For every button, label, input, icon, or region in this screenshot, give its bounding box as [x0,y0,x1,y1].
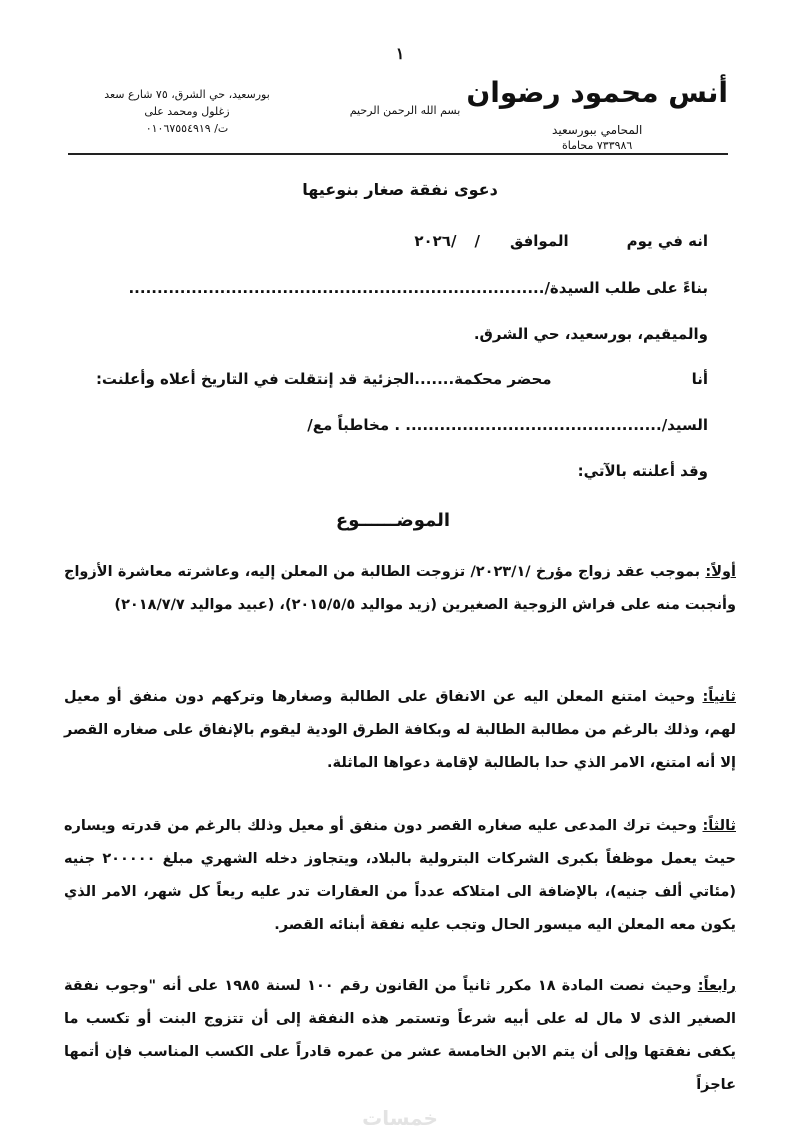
date-label: انه في يوم [626,232,708,250]
header-divider [68,153,728,155]
address-line: بورسعيد، حي الشرق، ٧٥ شارع سعد [104,88,270,101]
paragraph-fourth [64,970,736,1102]
lawyer-name: أنس محمود رضوان [466,76,728,109]
address-line: زغلول ومحمد على [144,105,230,118]
date-year: /٢٠٢٦ [414,232,457,250]
lawyer-title: المحامي ببورسعيد [552,123,643,137]
basmala: بسم الله الرحمن الرحيم [349,104,461,117]
residence-line: والميقيم، بورسعيد، حي الشرق. [473,325,708,343]
announcement-line: وقد أعلنته بالآتي: [577,462,708,480]
section-title: الموضــــــوع [335,510,451,531]
paragraph-text: وحيث ترك المدعى عليه صغاره القصر دون منفق أو معيل وذلك بالرغم من قدرته ويساره حيث يعمل موظفاً بكبرى الشركات البترولية بالبلاد، ويتجاوز دخله الشهري مبلغ ٢٠٠٠٠٠ جنيه (مئاتي ألف جنيه)، بالإضافة الى امتلاكه عدداً من العقارات تدر عليه ريعاً كل شهر، الامر الذي يكون معه المعلن اليه ميسور الحال وتجب عليه نفقة أبنائه القصر. [64,818,736,933]
phone-number: ت/ ٠١٠٦٧٥٥٤٩١٩ [145,122,229,135]
paragraph-label: أولاً: [705,564,736,580]
paragraph-label: رابعاً: [697,978,736,994]
paragraph-second [64,681,736,780]
paragraph-label: ثانياً: [702,689,736,705]
bailiff-line [96,370,708,388]
paragraph-text: وحيث نصت المادة ١٨ مكرر ثانياً من القانون رقم ١٠٠ لسنة ١٩٨٥ على أنه "وجوب نفقة الصغير الذى لا مال له على أبيه شرعاً وتستمر هذه النفقة إلى أن تتزوج البنت أو تكسب ما يكفى نفقتها وإلى أن يتم الابن الخامسة عشر من عمره قادراً على الكسب المناسب فإن أتمها عاجزاً [64,978,736,1093]
request-line: بناءً على طلب السيدة/......................................................................... [128,279,708,297]
ana-label: أنا [691,370,708,388]
watermark: خمسات [362,1106,438,1130]
office-address [82,86,292,137]
paragraph-text: بموجب عقد زواج مؤرخ /٢٠٢٣/١/ تزوجت الطالبة من المعلن إليه، وعاشرته معاشرة الأزواج وأنجبت منه على فراش الزوجية الصغيرين (زيد مواليد ٢٠١٥/٥/٥)، (عبيد مواليد ٢٠١٨/٧/٧) [64,564,736,613]
paragraph-first [64,556,736,622]
court-text: محضر محكمة.......الجزئية قد إنتقلت في التاريخ أعلاه وأعلنت: [95,370,552,388]
paragraph-label: ثالثاً: [702,818,736,834]
lawyer-registration: ٧٣٣٩٨٦ محاماة [562,139,633,152]
date-slash: / [474,232,480,250]
date-line [414,232,708,250]
date-mid-label: الموافق [509,232,569,250]
paragraph-third [64,810,736,942]
document-title: دعوى نفقة صغار بنوعيها [302,180,498,199]
page-number: ١ [395,44,405,63]
paragraph-text: وحيث امتنع المعلن اليه عن الانفاق على الطالبة وصغارها وتركهم دون منفق أو معيل لهم، وذلك بالرغم من مطالبة الطالبة له وبكافة الطرق الودية ليقوم بالإنفاق على صغاره القصر إلا أنه امتنع، الامر الذي حدا بالطالبة لإقامة دعواها الماثلة. [64,689,736,771]
defendant-line: السيد/............................................. . مخاطباً مع/ [307,416,708,434]
